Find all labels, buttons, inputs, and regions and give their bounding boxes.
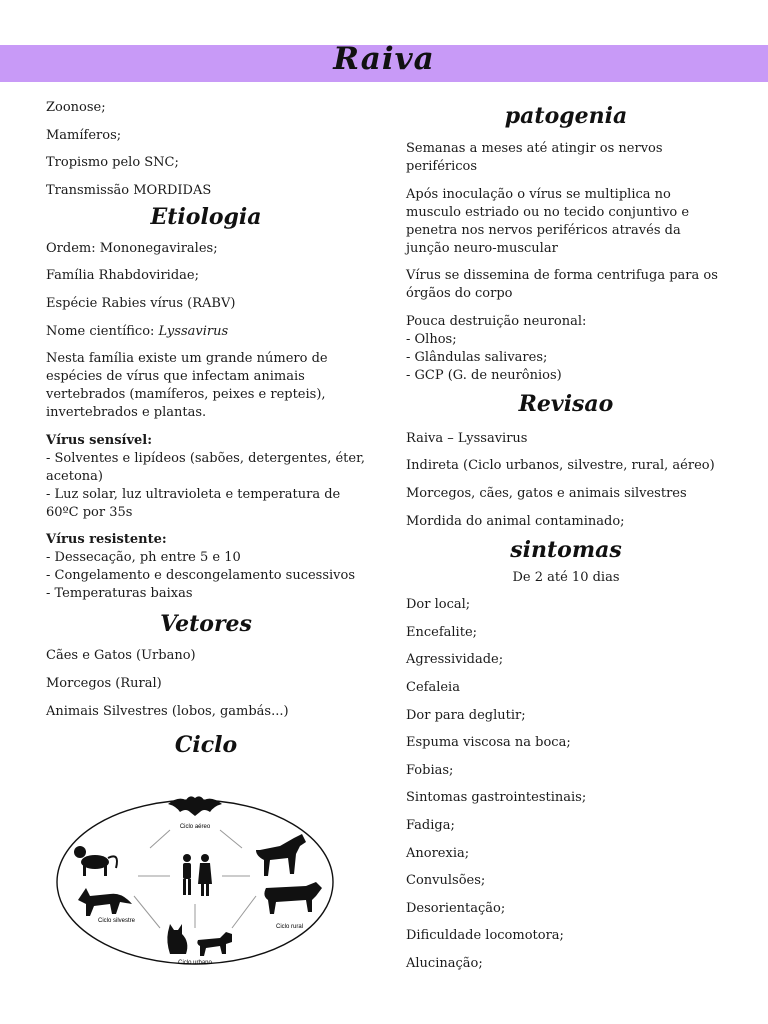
dog-icon (197, 932, 232, 956)
sintoma-item: Desorientação; (406, 900, 506, 916)
sensitive-block (46, 432, 366, 522)
sintoma-item: Fadiga; (406, 817, 455, 833)
cat-icon (167, 924, 187, 954)
vetor-item: Morcegos (Rural) (46, 675, 162, 691)
sintoma-item: Dificuldade locomotora; (406, 928, 564, 944)
revisao-heading: Revisao (518, 390, 614, 417)
revisao-item: Morcegos, cães, gatos e animais silvestres (406, 485, 687, 501)
label-urbano: Ciclo urbano (178, 960, 212, 966)
sensitive-title: Vírus sensível: (46, 432, 153, 448)
neuronal-item: - GCP (G. de neurônios) (406, 367, 562, 383)
sintomas-duration: De 2 até 10 dias (512, 569, 620, 585)
revisao-item: Mordida do animal contaminado; (406, 513, 625, 529)
sintoma-item: Encefalite; (406, 624, 478, 640)
ciclo-heading: Ciclo (174, 732, 238, 759)
cow-icon (264, 882, 322, 914)
etiologia-heading: Etiologia (150, 203, 262, 230)
resistant-title: Vírus resistente: (46, 532, 167, 548)
sintoma-item: Dor para deglutir; (406, 707, 526, 723)
sintoma-item: Fobias; (406, 762, 454, 778)
fox-icon (78, 888, 132, 916)
intro-item: Mamíferos; (46, 127, 122, 143)
patogenia-paragraph: Após inoculação o vírus se multiplica no musculo estriado ou no tecido conjuntivo e penetra nos nervos periféricos através da junção neuro-muscular (406, 186, 690, 256)
sintoma-item: Cefaleia (406, 679, 460, 695)
vetores-heading: Vetores (160, 611, 252, 638)
family-paragraph: Nesta família existe um grande número de espécies de vírus que infectam animais vertebrados (mamíferos, peixes e repteis), invertebrados e plantas. (46, 351, 328, 421)
intro-item: Tropismo pelo SNC; (46, 155, 179, 171)
scientific-name-label: Nome científico: (46, 323, 159, 339)
cycle-arrows (134, 830, 256, 928)
patogenia-heading: patogenia (504, 103, 628, 129)
page-title: Raiva (333, 41, 435, 77)
bat-icon (168, 796, 222, 816)
horse-icon (256, 834, 306, 876)
etiologia-item: Ordem: Mononegavirales; (46, 240, 218, 256)
left-column (46, 99, 366, 768)
resistant-item: - Dessecação, ph entre 5 e 10 (46, 550, 241, 566)
revisao-item: Indireta (Ciclo urbanos, silvestre, rural, aéreo) (406, 458, 715, 474)
sensitive-item: - Luz solar, luz ultravioleta e temperatura de 60ºC por 35s (46, 486, 341, 520)
sintomas-heading: sintomas (510, 536, 622, 563)
neuronal-item: - Olhos; (406, 331, 457, 347)
revisao-item: Raiva – Lyssavirus (406, 430, 528, 446)
resistant-block (46, 531, 366, 603)
sintoma-item: Convulsões; (406, 873, 486, 889)
neuronal-item: - Glândulas salivares; (406, 349, 548, 365)
resistant-item: - Congelamento e descongelamento sucessivos (46, 568, 356, 584)
intro-item: Zoonose; (46, 100, 106, 115)
humans-icon (183, 854, 212, 896)
resistant-item: - Temperaturas baixas (46, 586, 193, 602)
vetor-item: Animais Silvestres (lobos, gambás...) (46, 703, 289, 719)
intro-item: Transmissão MORDIDAS (46, 182, 212, 198)
sintoma-item: Espuma viscosa na boca; (406, 735, 571, 751)
label-rural: Ciclo rural (276, 924, 304, 930)
scientific-name (46, 323, 366, 341)
monkey-icon (74, 846, 117, 876)
patogenia-paragraph: Vírus se dissemina de forma centrifuga para os órgãos do corpo (406, 268, 718, 302)
sintoma-item: Anorexia; (406, 845, 470, 861)
sensitive-item: - Solventes e lipídeos (sabões, detergentes, éter, acetona) (46, 450, 366, 484)
label-aereo: Ciclo aéreo (179, 824, 211, 830)
patogenia-paragraph: Semanas a meses até atingir os nervos periféricos (406, 141, 663, 174)
sintoma-item: Sintomas gastrointestinais; (406, 790, 587, 806)
sintoma-item: Agressividade; (406, 652, 504, 668)
neuronal-title: Pouca destruição neuronal: (406, 313, 587, 329)
rabies-cycle-diagram (50, 792, 340, 972)
etiologia-item: Espécie Rabies vírus (RABV) (46, 295, 236, 311)
scientific-name-value: Lyssavirus (158, 323, 229, 339)
vetor-item: Cães e Gatos (Urbano) (46, 648, 196, 664)
etiologia-item: Família Rhabdoviridae; (46, 268, 199, 284)
sintoma-item: Alucinação; (406, 955, 483, 971)
neuronal-block (406, 313, 726, 385)
right-column (406, 101, 726, 982)
sintoma-item: Dor local; (406, 597, 471, 613)
label-silvestre: Ciclo silvestre (98, 918, 136, 924)
